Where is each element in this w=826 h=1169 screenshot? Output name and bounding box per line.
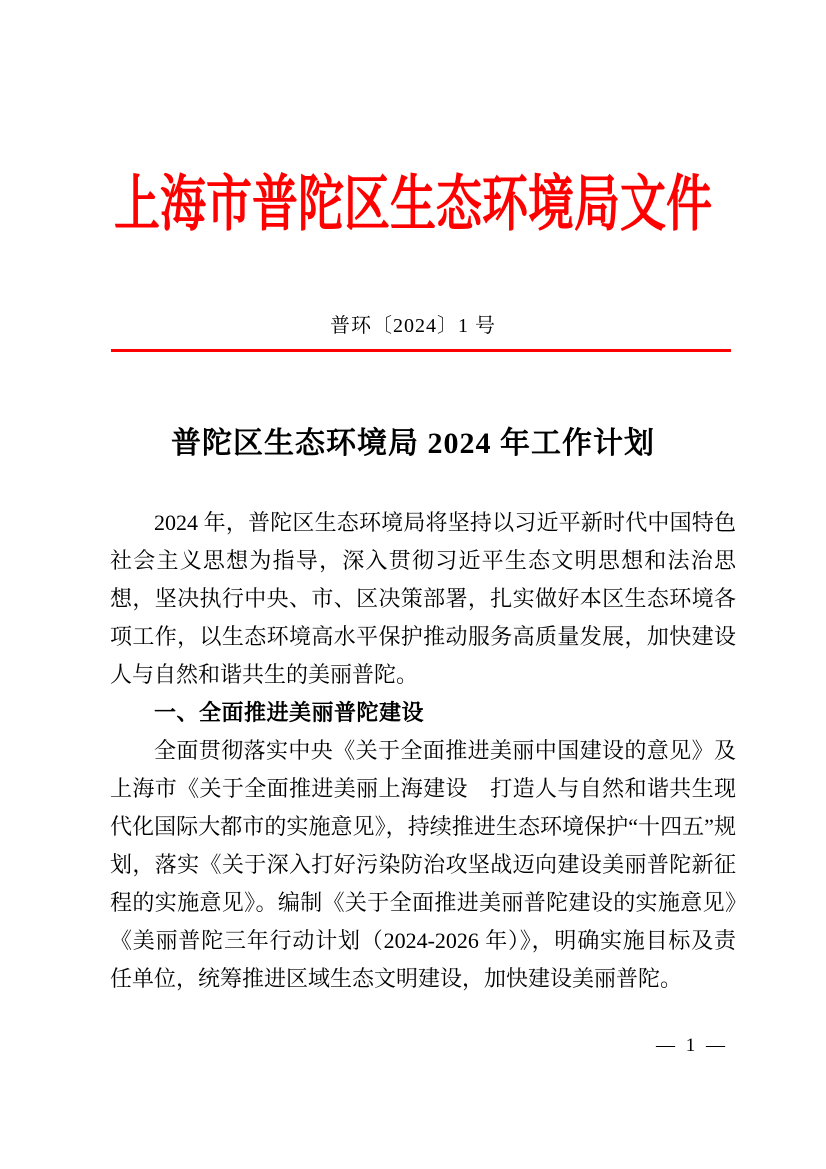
page-number: — 1 — — [656, 1035, 728, 1056]
section-heading-1: 一、全面推进美丽普陀建设 — [154, 700, 425, 725]
document-body — [110, 504, 736, 998]
body-paragraph-1: 2024 年，普陀区生态环境局将坚持以习近平新时代中国特色社会主义思想为指导，深入贯彻习近平生态文明思想和法治思想，坚决执行中央、市、区决策部署，扎实做好本区生态环境各项工作，以生态环境高水平保护推动服务高质量发展，加快建设人与自然和谐共生的美丽普陀。 — [110, 510, 736, 687]
document-header-title: 上海市普陀区生态环境局文件 — [114, 170, 712, 238]
body-paragraph-2: 全面贯彻落实中央《关于全面推进美丽中国建设的意见》及上海市《关于全面推进美丽上海建设 打造人与自然和谐共生现代化国际大都市的实施意见》，持续推进生态环境保护“十四五”规划，落实《关于深入打好污染防治攻坚战迈向建设美丽普陀新征程的实施意见》。编制《关于全面推进美丽普陀建设的实施意见》《美丽普陀三年行动计划（2024-2026 年）》，明确实施目标及责任单位，统筹推进区域生态文明建设，加快建设美丽普陀。 — [110, 738, 736, 991]
red-separator-line — [111, 349, 731, 352]
document-number: 普环〔2024〕1 号 — [330, 315, 496, 337]
document-title: 普陀区生态环境局 2024 年工作计划 — [171, 427, 655, 460]
